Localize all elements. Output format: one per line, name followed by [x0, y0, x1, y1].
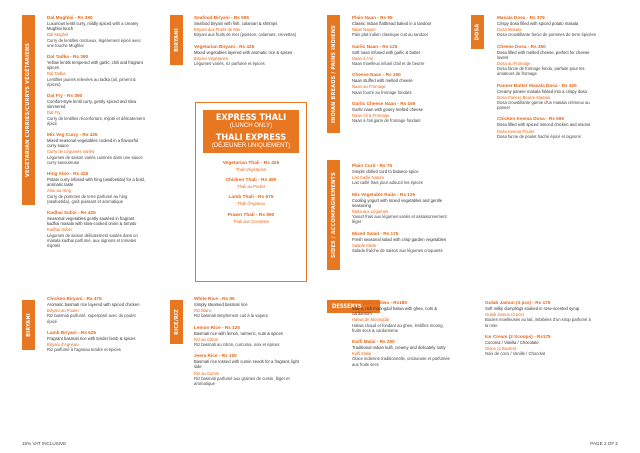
menu-item-name: Kulfi Malai - Rs 250 [352, 339, 395, 345]
section-tab-biryani-bottom [22, 300, 35, 350]
section-label: DESSERTS [332, 303, 362, 310]
thali-name-fr: Thali aux Crevettes [232, 218, 270, 224]
menu-item-name-fr: Salade Mixte [352, 242, 377, 248]
menu-item-name-fr: Gulab Jamun (3 pcs) [485, 312, 524, 318]
menu-item-description-fr: Halwa chaud et fondant au ghee, lentilles moong, fruits secs & cardamome [352, 322, 444, 333]
menu-item-name: Cheese Naan - Rs 150 [352, 72, 401, 78]
menu-item-name-fr: Dosa Keema Poulet [497, 128, 535, 134]
menu-item-description: Luxurious lentil curry, mildly spiced with a creamy Mughlai touch [47, 21, 139, 32]
menu-item-description-fr: Riz basmati parfumé, superposé avec du poulet épicé [47, 313, 136, 324]
menu-item-description: Dosa filled with melted cheese, perfect for cheese lovers [497, 49, 590, 60]
thali-name: Vegetarian Thali - Rs 425 [222, 161, 280, 166]
menu-item-description-fr: Riz basmati parfumé aux graines de cumin, léger et aromatique [194, 375, 290, 387]
menu-item-description: Warm, rich moongdal halwa with ghee, nuts & cardamom [352, 306, 438, 317]
menu-item-description: Traditional Indian kulfi, creamy and delicately nutty [352, 345, 446, 351]
menu-item-name-fr: Halwa de Moongdal [352, 317, 390, 323]
section-tab-rice [170, 300, 183, 344]
menu-item-description: Potato curry infused with hing (asafoetida) for a bold, aromatic taste [47, 177, 145, 188]
menu-item-description: Seafood biryani with fish, calamari & shrimps [194, 21, 278, 26]
menu-item-name-fr: Dosa Paneer Beurre Masala [497, 94, 550, 100]
menu-item [194, 296, 299, 319]
menu-item [497, 116, 597, 139]
menu-item-description: Coconut / Vanilla / Chocolate [485, 339, 539, 345]
menu-item-name: Hing Aloo - Rs 425 [47, 171, 89, 177]
menu-item-name-fr: Biryani Végétarien [194, 55, 229, 61]
menu-item-name-fr: Curry de Légumes Variés [47, 149, 95, 155]
menu-item [497, 83, 597, 111]
menu-item-description: Naan stuffed with melted cheese [352, 78, 413, 84]
menu-item-description: Classic Indian flatbread baked in a tandoor [352, 21, 432, 26]
menu-item-description: Crispy dosa filled with spiced potato masala [497, 21, 579, 26]
thali-name-fr: Thali au Poulet [237, 184, 265, 190]
menu-item [352, 192, 452, 225]
menu-item [47, 132, 145, 165]
section-label: DOSA [474, 23, 481, 41]
menu-item-description: Dosa filled with spiced minced chicken and onions [497, 122, 591, 128]
thali-item [202, 161, 300, 172]
section-tab-indian-breads [327, 15, 340, 133]
menu-item-name: Garlic Naan - Rs 125 [352, 43, 398, 49]
menu-item-name: Cheese Dosa - Rs 350 [497, 43, 546, 49]
menu-item-description: Aromatic basmati rice layered with spiced chicken [47, 302, 140, 307]
menu-item-description-fr: Lait caillé frais pour adoucir les épices [352, 180, 423, 186]
desserts-right-column [485, 300, 595, 362]
menu-item [47, 210, 145, 248]
menu-item [194, 353, 299, 386]
menu-item-description: Simply steamed basmati rice [194, 302, 248, 307]
menu-item-description-fr: Curry de pommes de terre parfumé au hing (asafoetida), goût puissant et aromatique [47, 193, 128, 204]
menu-item-description-fr: Biryani aux fruits de mer (poisson, calamars, crevettes) [194, 32, 297, 38]
thali-name-fr: Thali Végétarien [235, 167, 267, 172]
menu-item-description-fr: Yaourt frais aux légumes variés et assaisonnement léger [352, 214, 447, 225]
rice-column [194, 296, 299, 392]
menu-item-name: Dal Mughlai - Rs 390 [47, 15, 93, 20]
menu-item [47, 15, 145, 48]
menu-item-description-fr: Dosa croustillante garnie d'un masala crémeux au paneer [497, 100, 590, 111]
menu-item-description-fr: Riz basmati simplement cuit à la vapeur [194, 313, 269, 319]
menu-item-description: Comfort-style lentil curry, gently spiced and slow simmered [47, 99, 137, 110]
menu-item-description-fr: Naan à l'ail garni de fromage fondant [352, 118, 421, 124]
menu-item-description: Creamy paneer masala folded into a crispy dosa [497, 88, 587, 94]
menu-item [497, 44, 597, 77]
menu-item-name: Chicken Keema Dosa - Rs 595 [497, 116, 564, 122]
menu-item [352, 101, 452, 124]
menu-item [194, 15, 306, 38]
menu-item-description: Fresh seasonal salad with crisp garden vegetables [352, 236, 447, 242]
menu-item [47, 171, 145, 204]
menu-item [352, 163, 452, 186]
menu-item-description-fr: Salade fraîche de saison aux légumes croquants [352, 248, 443, 254]
menu-item-description-fr: Légumes de saison variés cuisinés dans une sauce curry savoureuse [47, 154, 143, 165]
section-tab-biryani-top [170, 15, 183, 65]
menu-item-description: Garlic naan with gooey melted cheese [352, 106, 423, 112]
menu-item-name: Ice Cream (2 Scoops) - Rs175 [485, 333, 551, 339]
thali-name: Lamb Thali - Rs 575 [228, 195, 274, 201]
menu-item-name: Mixed Salad - Rs 175 [352, 230, 399, 236]
menu-item-name: Lamb Biryani - Rs 525 [47, 329, 96, 335]
menu-item-description-fr: Glace indienne traditionnelle, onctueuse et parfumée aux fruits secs [352, 356, 451, 367]
menu-item-name-fr: Riz Blanc [194, 308, 212, 314]
menu-item-name: Plain Naan - Rs 95 [352, 15, 393, 20]
section-tab-sides [327, 160, 340, 270]
menu-item-name: White Rice - Rs 95 [194, 296, 235, 301]
menu-item-description-fr: Pain plat indien classique cuit au tandoor [352, 32, 429, 38]
section-tab-dosa [471, 15, 484, 49]
section-label: RICE/RIZ [173, 309, 180, 335]
menu-item-description-fr: Dosa farcie de fromage fondu, parfaite pour les amateurs de fromage [497, 66, 585, 77]
menu-item-name: Vegetarian Biryani - Rs 425 [194, 43, 255, 49]
menu-item-description-fr: Riz basmati au citron, curcuma, noix et épices [194, 342, 280, 348]
menu-item-description-fr: Dosa croustillante farcie de pommes de terre épicées [497, 32, 596, 38]
menu-item-name: Mix Vegetable Raita - Rs 125 [352, 191, 416, 197]
menu-item-name-fr: Biryani d'Agneau [47, 342, 79, 348]
menu-item [497, 15, 597, 38]
menu-item-name-fr: Naan à l'Ail [352, 55, 374, 61]
thali-name: Chicken Thali - Rs 490 [225, 178, 277, 184]
menu-item-name-fr: Kulfi Malai [352, 351, 372, 357]
menu-item-name: Dal Tadka - Rs 390 [47, 54, 89, 60]
menu-item-name-fr: Naan Nature [352, 27, 376, 33]
menu-item-name-fr: Glace (2 Boules) [485, 346, 517, 352]
menu-item [352, 44, 452, 67]
thali-item [202, 213, 300, 224]
menu-item-name: Masala Dosa - Rs 375 [497, 15, 545, 20]
express-thali-banner [203, 110, 299, 153]
section-label: BIRYANI [25, 313, 32, 337]
promo-title-en: EXPRESS THALI [215, 113, 287, 123]
menu-item-description-fr: Dosa farcie de poulet haché épicé et oignons [497, 133, 581, 139]
menu-item-description-fr: Lentilles jaunes relevées au tadka (ail, piment & épices) [47, 76, 136, 87]
thali-name-fr: Thali d'Agneau [237, 201, 265, 207]
menu-item-name-fr: Raita aux Légumes [352, 209, 389, 215]
section-label: BIRYANI [173, 28, 180, 52]
menu-item-description: Fragrant basmati rice with tender lamb & spices [47, 335, 136, 341]
menu-item-name-fr: Biryani aux Fruits de Mer [194, 27, 241, 33]
menu-item-description-fr: Naan fourré au fromage fondant [352, 89, 412, 95]
menu-item-description-fr: Légumes de saison délicatement sautés dans un masala kadhai parfumé, aux oignons et tomates mijotés [47, 232, 138, 249]
menu-item-description-fr: Naan moelleux infusé d'ail et de beurre [352, 61, 425, 67]
indian-breads-column [352, 15, 452, 129]
menu-item-name: Jeera Rice - Rs 150 [194, 353, 237, 359]
menu-item-name: Chicken Biryani - Rs 475 [47, 296, 102, 301]
menu-item [485, 300, 595, 328]
menu-item [352, 339, 452, 367]
menu-item-name-fr: Dal Moghol [47, 32, 69, 38]
menu-item [352, 72, 452, 95]
vegetarian-curries-column [47, 15, 145, 254]
promo-title-fr: THALI EXPRESS [215, 133, 287, 143]
menu-item-name: Paneer Butter Masala Dosa - Rs 425 [497, 82, 577, 88]
menu-item-name: Moongdal Halwa - Rs180 [352, 300, 407, 305]
menu-item-name: Seafood Biryani - Rs 595 [194, 15, 249, 20]
menu-item [47, 296, 145, 324]
menu-item-name-fr: Lait Caillé Nature [352, 175, 385, 181]
section-label: SIDES / ACCOMPAGNEMENTS [330, 172, 337, 258]
menu-item-name: Kadhai Subzi - Rs 425 [47, 210, 96, 216]
menu-item-description-fr: Noix de coco / Vanille / Chocolat [485, 351, 545, 357]
menu-item-name: Mix Veg Curry - Rs 425 [47, 132, 98, 138]
menu-item-description: Soft naan infused with garlic & butter [352, 49, 421, 55]
section-tab-vegetarian [22, 15, 35, 205]
menu-item-name: Gulab Jamun (3 pcs) - Rs 175 [485, 300, 551, 305]
menu-item-name: Garlic Cheese Naan - Rs 165 [352, 100, 416, 106]
menu-item-description: Basmati rice with lemon, turmeric, nuts & spices [194, 330, 283, 336]
menu-item-name: Plain Curd - Rs 75 [352, 163, 393, 168]
desserts-left-column [352, 300, 452, 373]
menu-item [47, 54, 145, 87]
menu-item-description-fr: Riz parfumé à l'agneau tendre et épices [47, 347, 121, 353]
menu-item-description-fr: Curry de lentilles onctueux, légèrement épicé avec une touche Mughlai [47, 37, 141, 48]
menu-item-name: Dal Fry - Rs 390 [47, 93, 83, 99]
page-number: PAGE 2 OF 2 [590, 441, 618, 446]
menu-item-description: Basmati rice tossed with cumin seeds for a fragrant, light side [194, 359, 299, 370]
section-label: INDIAN BREADS / PAINS INDIENS [330, 25, 337, 123]
sides-column [352, 163, 452, 259]
menu-item [47, 330, 145, 353]
menu-item-name: Lemon Rice - Rs 125 [194, 324, 240, 330]
menu-item-name-fr: Naan au Fromage [352, 84, 386, 90]
menu-item-description: Soft milky dumplings soaked in rose-scented syrup [485, 306, 580, 311]
menu-item-description-fr: Curry de lentilles réconfortant, mijoté et délicatement épicé [47, 115, 145, 126]
menu-item [352, 15, 452, 38]
menu-item-description: Yellow lentils tempered with garlic, chili and fragrant spices [47, 60, 143, 71]
thali-item [202, 195, 300, 206]
thali-list [196, 153, 306, 224]
menu-item-name-fr: Riz au Citron [194, 336, 219, 342]
menu-item-name-fr: Dal Fry [47, 110, 61, 116]
promo-subtitle-fr: (DÉJEUNER UNIQUEMENT) [211, 143, 291, 149]
menu-item-name-fr: Biryani au Poulet [47, 308, 79, 314]
menu-item-description: Mixed vegetables layered with aromatic rice & spices [194, 49, 293, 55]
menu-item [194, 44, 306, 67]
promo-subtitle-en: (LUNCH ONLY) [229, 123, 273, 129]
menu-item [352, 300, 452, 333]
menu-item [485, 334, 595, 357]
menu-item-description-fr: Légumes variés, riz parfumé et épices [194, 61, 265, 67]
thali-name: Prawn Thali - Rs 590 [227, 212, 275, 218]
vat-note: 15% VAT INCLUSIVE [22, 441, 67, 446]
menu-item [352, 231, 452, 254]
menu-item-description: Simple chilled curd to balance spice [352, 169, 419, 174]
menu-item-description: Cooling yogurt with mixed vegetables and gentle seasoning [352, 197, 443, 208]
section-label: VEGETARIAN CURRIES/CURRYS VÉGÉTARIENS [25, 42, 32, 178]
menu-item-name-fr: Riz au Cumin [194, 370, 220, 376]
menu-item-name-fr: Dal Tadka [47, 71, 66, 77]
menu-item [47, 93, 145, 126]
menu-item-name-fr: Dosa au Fromage [497, 61, 531, 67]
menu-item [194, 325, 299, 348]
dosa-column [497, 15, 597, 145]
menu-item-name-fr: Kadhai Subzi [47, 227, 72, 233]
thali-item [202, 178, 300, 189]
biryani-top-column [194, 15, 306, 72]
menu-item-name-fr: Naan Ail & Fromage [352, 113, 390, 119]
express-thali-box [195, 102, 307, 282]
biryani-bottom-column [47, 296, 145, 358]
menu-item-name-fr: Aloo au Hing [47, 188, 71, 194]
menu-item-description: Mixed seasonal vegetables cooked in a flavourful curry sauce [47, 138, 139, 149]
menu-item-description-fr: Boules moelleuses au lait, imbibées d'un sirop parfumé à la rose [485, 317, 591, 328]
menu-item-description: Seasonal vegetables gently sautéed in fragrant kadhai masala with slow-cooked onion & tomato [47, 216, 137, 227]
menu-item-name-fr: Dosa Masala [497, 27, 522, 33]
